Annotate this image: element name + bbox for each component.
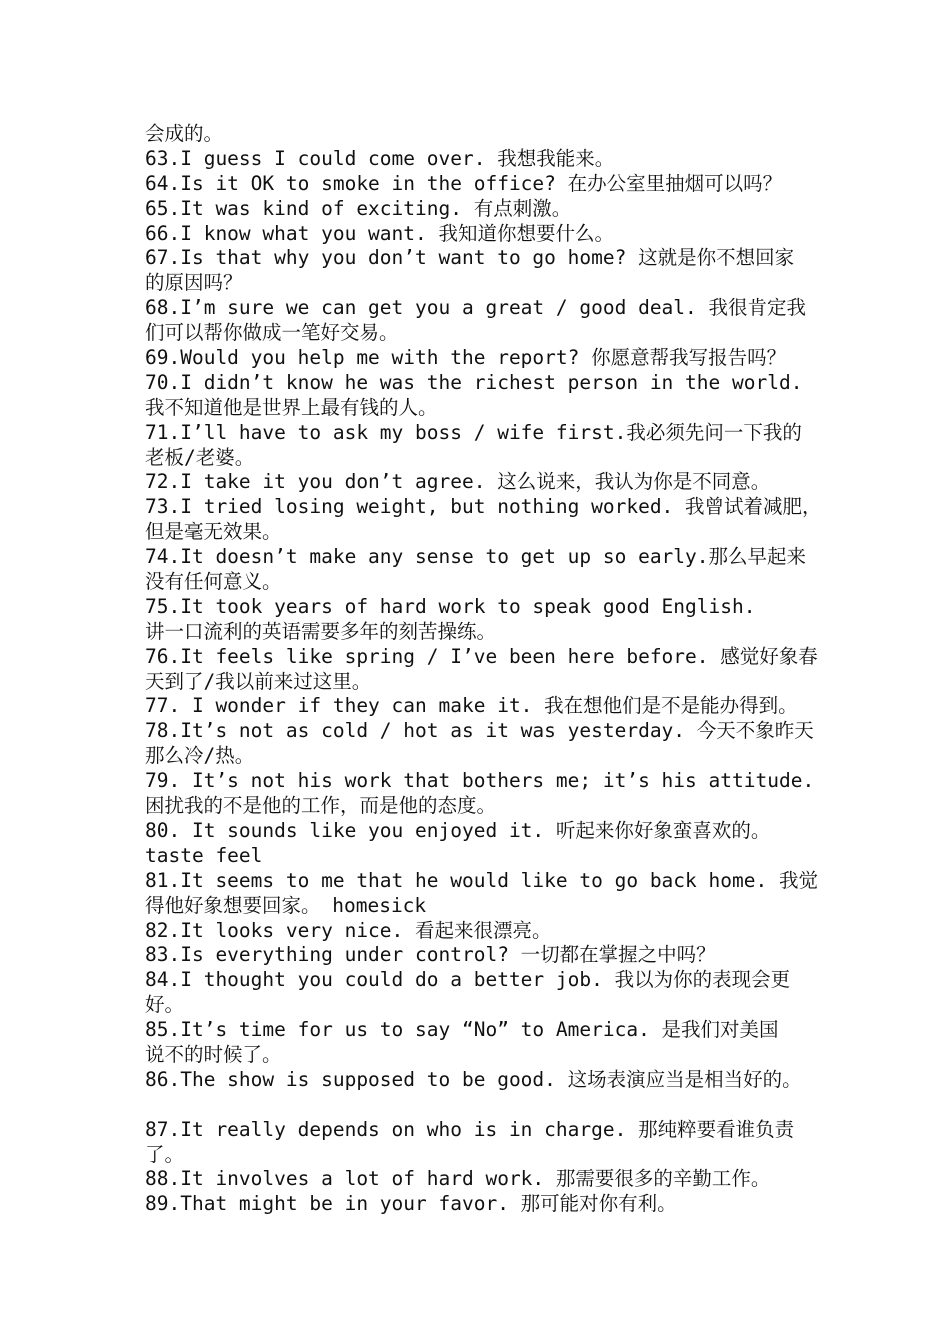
- document-page: [145, 122, 825, 1217]
- text-line: 77. I wonder if they can make it. 我在想他们是不是能办得到。: [145, 694, 798, 718]
- text-line: taste feel: [145, 843, 263, 867]
- text-line: 我不知道他是世界上最有钱的人。: [145, 395, 438, 419]
- text-line: 那么冷/热。: [145, 744, 255, 768]
- text-line: 说不的时候了。: [145, 1042, 282, 1066]
- text-line: 66.I know what you want. 我知道你想要什么。: [145, 221, 614, 245]
- text-line: 80. It sounds like you enjoyed it. 听起来你好象蛮喜欢的。: [145, 818, 771, 842]
- text-line: 得他好象想要回家。 homesick: [145, 893, 427, 917]
- text-line: 天到了/我以前来过这里。: [145, 669, 372, 693]
- text-line: 的原因吗？: [145, 271, 243, 295]
- text-line: 74.It doesn’t make any sense to get up so early.那么早起来: [145, 545, 807, 569]
- text-line: 63.I guess I could come over. 我想我能来。: [145, 146, 615, 170]
- text-line: 64.Is it OK to smoke in the office? 在办公室里抽烟可以吗？: [145, 171, 783, 195]
- text-line: 72.I take it you don’t agree. 这么说来，我认为你是不同意。: [145, 470, 771, 494]
- text-line: 81.It seems to me that he would like to go back home. 我觉: [145, 868, 818, 892]
- text-line: 67.Is that why you don’t want to go home? 这就是你不想回家: [145, 246, 795, 270]
- text-line: 会成的。: [145, 122, 224, 145]
- text-line: 82.It looks very nice. 看起来很漂亮。: [145, 918, 552, 942]
- text-line: 了。: [145, 1142, 185, 1166]
- text-line: 84.I thought you could do a better job. 我以为你的表现会更: [145, 968, 791, 992]
- text-line: 但是毫无效果。: [145, 520, 282, 544]
- text-line: 们可以帮你做成一笔好交易。: [145, 321, 399, 345]
- text-line: 89.That might be in your favor. 那可能对你有利。: [145, 1192, 677, 1216]
- text-line: 86.The show is supposed to be good. 这场表演应当是相当好的。: [145, 1067, 802, 1091]
- text-line: 79. It’s not his work that bothers me; it’s his attitude.: [145, 769, 815, 793]
- text-line: 83.Is everything under control? 一切都在掌握之中吗？: [145, 943, 716, 967]
- text-line: 讲一口流利的英语需要多年的刻苦操练。: [145, 619, 497, 643]
- text-line: 76.It feels like spring / I’ve been here before. 感觉好象春: [145, 644, 818, 668]
- text-line: 85.It’s time for us to say “No” to America. 是我们对美国: [145, 1018, 779, 1042]
- text-line: 好。: [145, 993, 185, 1017]
- text-line: 困扰我的不是他的工作，而是他的态度。: [145, 794, 497, 818]
- text-line: 没有任何意义。: [145, 570, 282, 594]
- text-line: 69.Would you help me with the report? 你愿意帮我写报告吗？: [145, 346, 787, 370]
- text-line: 87.It really depends on who is in charge. 那纯粹要看谁负责: [145, 1117, 795, 1141]
- text-line: 75.It took years of hard work to speak good English.: [145, 594, 756, 618]
- text-line: 88.It involves a lot of hard work. 那需要很多的辛勤工作。: [145, 1167, 771, 1191]
- text-line: 老板/老婆。: [145, 445, 255, 469]
- text-line: 68.I’m sure we can get you a great / good deal. 我很肯定我: [145, 296, 807, 320]
- text-line: 70.I didn’t know he was the richest person in the world.: [145, 370, 803, 394]
- text-line: 65.It was kind of exciting. 有点刺激。: [145, 196, 572, 220]
- text-line: 78.It’s not as cold / hot as it was yesterday. 今天不象昨天: [145, 719, 814, 743]
- text-line: 71.I’ll have to ask my boss / wife first.我必须先问一下我的: [145, 420, 802, 444]
- blank-line: [145, 1093, 825, 1118]
- text-line: 73.I tried losing weight, but nothing worked. 我曾试着减肥，: [145, 495, 822, 519]
